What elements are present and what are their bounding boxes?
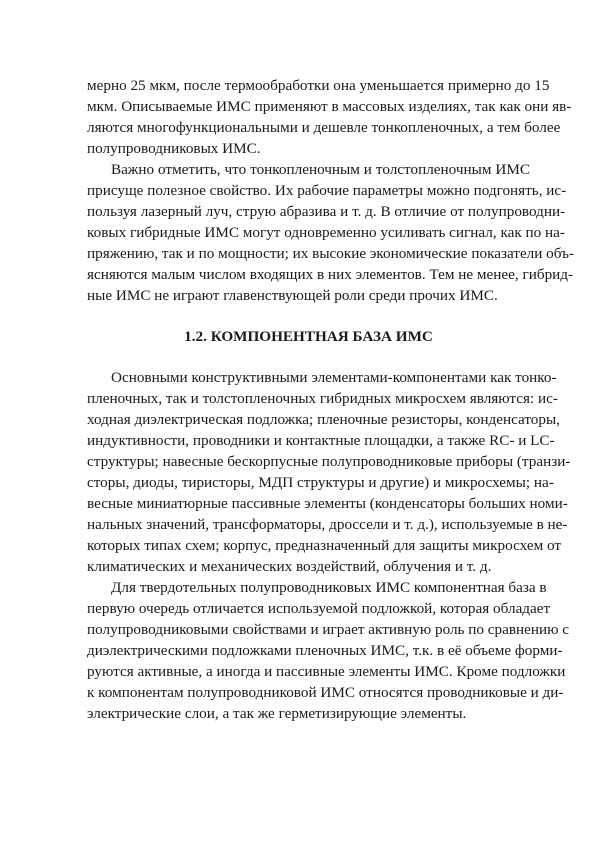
text-line: первую очередь отличается используемой подложкой, которая обладает <box>87 600 551 617</box>
text-line: пряжению, так и по мощности; их высокие экономические показатели объ- <box>87 245 575 262</box>
text-line: мкм. Описываемые ИМС применяют в массовых изделиях, так как они яв- <box>87 98 572 115</box>
text-line: ясняются малым числом входящих в них элементов. Тем не менее, гибрид- <box>87 266 574 283</box>
text-line: Основными конструктивными элементами-компонентами как тонко- <box>111 369 557 386</box>
text-line: климатических и механических воздействий, облучения и т. д. <box>87 558 492 575</box>
text-line: пленочных, так и толстопленочных гибридных микросхем являются: ис- <box>87 390 558 407</box>
text-line: ковых гибридные ИМС могут одновременно усиливать сигнал, как по на- <box>87 224 565 241</box>
text-line: присуще полезное свойство. Их рабочие параметры можно подгонять, ис- <box>87 182 567 199</box>
text-line: сторы, диоды, тиристоры, МДП структуры и другие) и микросхемы; на- <box>87 474 554 491</box>
text-line: ляются многофункциональными и дешевле тонкопленочных, а тем более <box>87 119 561 136</box>
text-line: нальных значений, трансформаторы, дроссели и т. д.), используемые в не- <box>87 516 568 533</box>
text-line: полупроводниковых ИМС. <box>87 140 261 157</box>
text-line: весные миниатюрные пассивные элементы (конденсаторы больших номи- <box>87 495 568 512</box>
text-line: мерно 25 мкм, после термообработки она уменьшается примерно до 15 <box>87 77 550 94</box>
text-line: полупроводниковыми свойствами и играет активную роль по сравнению с <box>87 621 570 638</box>
text-line: индуктивности, проводники и контактные площадки, а также RC- и LC- <box>87 432 555 449</box>
text-line: руются активные, а иногда и пассивные элементы ИМС. Кроме подложки <box>87 663 566 680</box>
text-line: ные ИМС не играют главенствующей роли среди прочих ИМС. <box>87 287 498 304</box>
text-line: электрические слои, а так же герметизирующие элементы. <box>87 705 467 722</box>
text-line: пользуя лазерный луч, струю абразива и т. д. В отличие от полупроводни- <box>87 203 566 220</box>
text-line: к компонентам полупроводниковой ИМС относятся проводниковые и ди- <box>87 684 564 701</box>
text-line: Важно отметить, что тонкопленочным и толстопленочным ИМС <box>111 161 530 178</box>
text-line: структуры; навесные бескорпусные полупроводниковые приборы (транзи- <box>87 453 571 470</box>
text-line: диэлектрическими подложками пленочных ИМС, т.к. в её объеме форми- <box>87 642 563 659</box>
text-line: ходная диэлектрическая подложка; пленочные резисторы, конденсаторы, <box>87 411 560 428</box>
section-heading: 1.2. КОМПОНЕНТНАЯ БАЗА ИМС <box>184 328 433 345</box>
text-line: Для твердотельных полупроводниковых ИМС компонентная база в <box>111 579 547 596</box>
text-line: которых типах схем; корпус, предназначенный для защиты микросхем от <box>87 537 562 554</box>
